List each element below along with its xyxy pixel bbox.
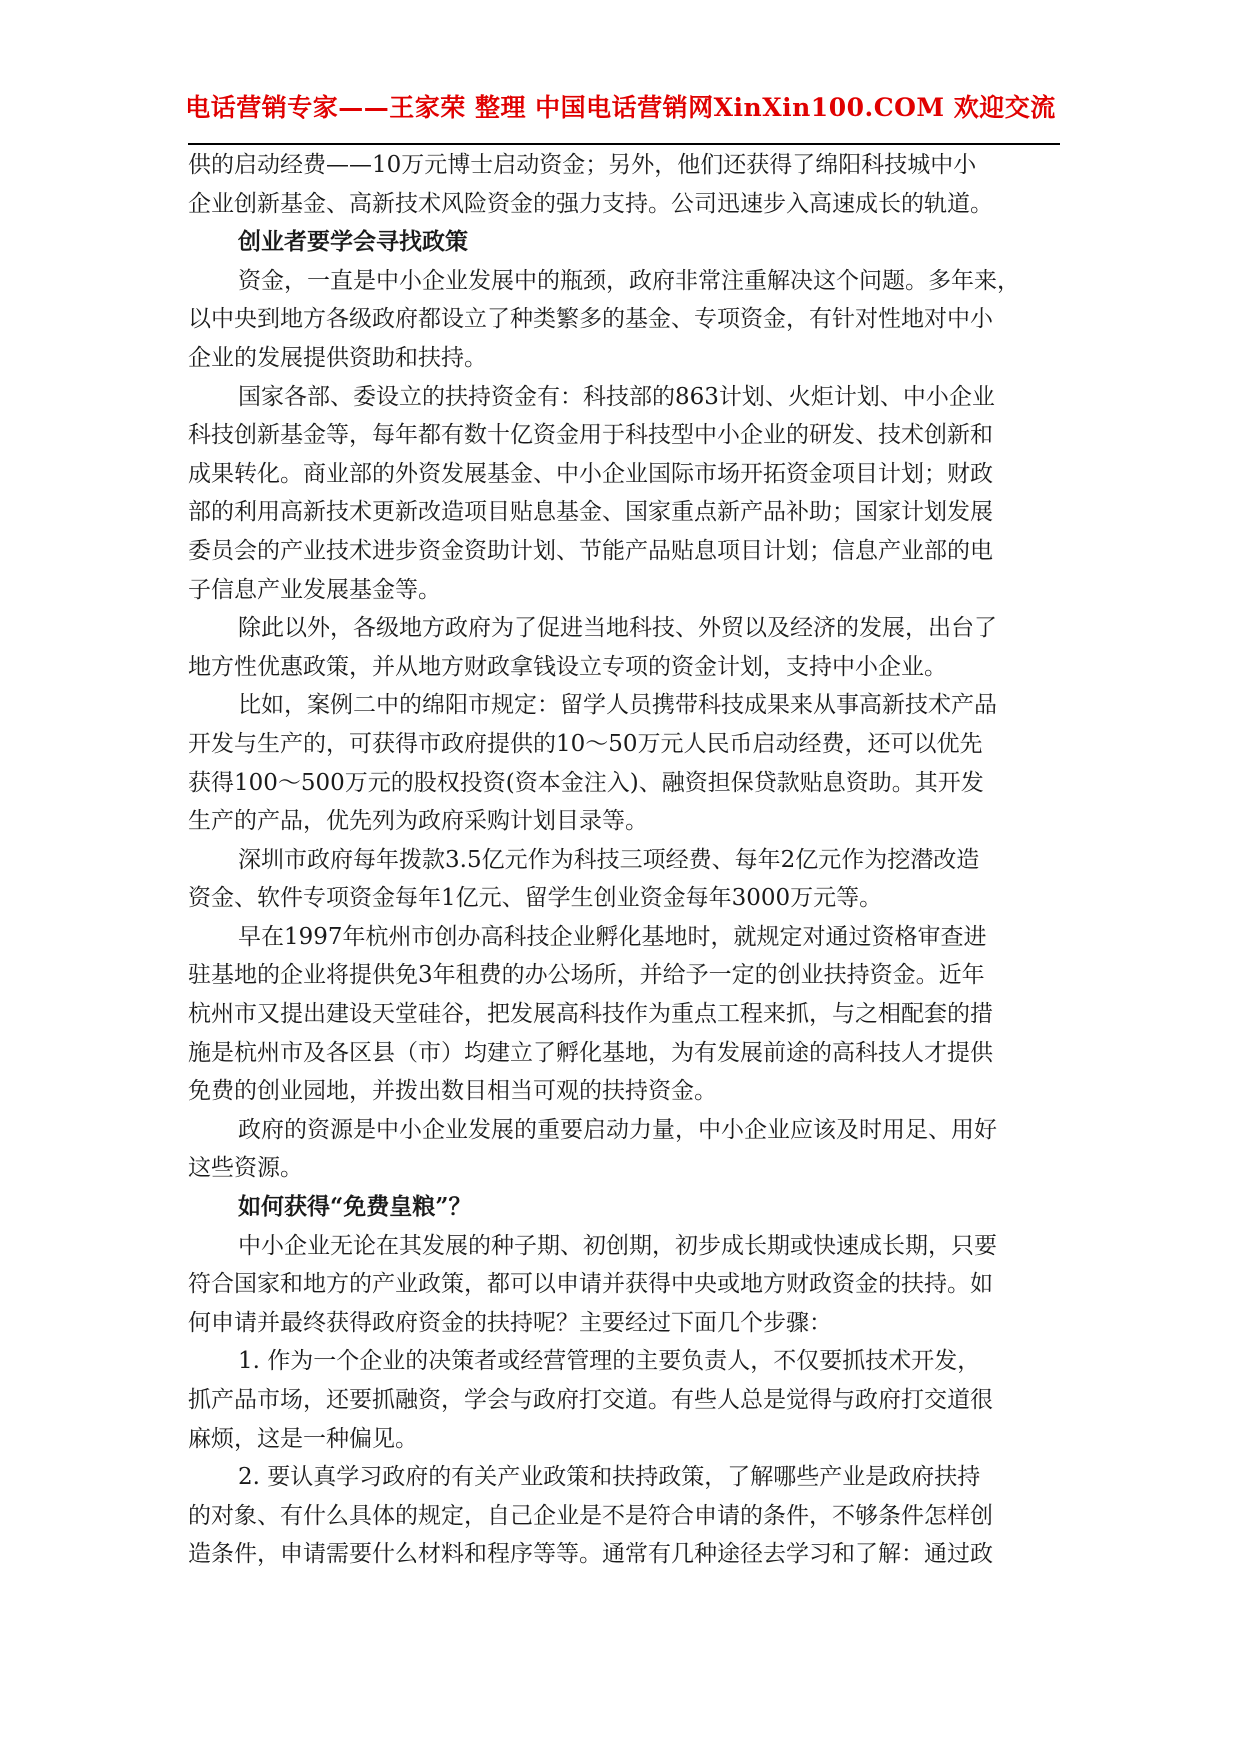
text-line: 这些资源。 xyxy=(188,1155,303,1182)
text-line: 资金、软件专项资金每年1亿元、留学生创业资金每年3000万元等。 xyxy=(188,885,883,912)
text-line: 科技创新基金等，每年都有数十亿资金用于科技型中小企业的研发、技术创新和 xyxy=(188,422,993,449)
text-line: 早在1997年杭州市创办高科技企业孵化基地时，就规定对通过资格审查进 xyxy=(238,923,987,950)
text-line: 符合国家和地方的产业政策，都可以申请并获得中央或地方财政资金的扶持。如 xyxy=(188,1271,993,1298)
text-line: 施是杭州市及各区县（市）均建立了孵化基地，为有发展前途的高科技人才提供 xyxy=(188,1039,993,1066)
text-line: 免费的创业园地，并拨出数目相当可观的扶持资金。 xyxy=(188,1078,717,1105)
page-header: 电话营销专家——王家荣 整理 中国电话营销网XinXin100.COM 欢迎交流 xyxy=(185,93,1056,122)
text-line: 麻烦，这是一种偏见。 xyxy=(188,1425,418,1452)
text-line: 2. 要认真学习政府的有关产业政策和扶持政策，了解哪些产业是政府扶持 xyxy=(238,1464,981,1491)
text-line: 比如，案例二中的绵阳市规定：留学人员携带科技成果来从事高新技术产品 xyxy=(238,692,997,719)
text-line: 地方性优惠政策，并从地方财政拿钱设立专项的资金计划，支持中小企业。 xyxy=(188,653,947,680)
section-heading: 创业者要学会寻找政策 xyxy=(238,228,468,256)
text-line: 政府的资源是中小企业发展的重要启动力量，中小企业应该及时用足、用好 xyxy=(238,1116,997,1143)
text-line: 生产的产品，优先列为政府采购计划目录等。 xyxy=(188,808,648,835)
text-line: 国家各部、委设立的扶持资金有：科技部的863计划、火炬计划、中小企业 xyxy=(238,383,995,410)
text-line: 供的启动经费——10万元博士启动资金；另外，他们还获得了绵阳科技城中小 xyxy=(188,152,977,178)
text-line: 深圳市政府每年拨款3.5亿元作为科技三项经费、每年2亿元作为挖潜改造 xyxy=(238,846,980,873)
document-body xyxy=(188,146,1060,1574)
text-line: 委员会的产业技术进步资金资助计划、节能产品贴息项目计划；信息产业部的电 xyxy=(188,537,993,564)
text-line: 的对象、有什么具体的规定，自己企业是不是符合申请的条件，不够条件怎样创 xyxy=(188,1502,993,1529)
section-heading: 如何获得“免费皇粮”？ xyxy=(238,1193,472,1221)
text-line: 部的利用高新技术更新改造项目贴息基金、国家重点新产品补助；国家计划发展 xyxy=(188,499,993,526)
header-rule xyxy=(188,143,1060,145)
text-line: 杭州市又提出建设天堂硅谷，把发展高科技作为重点工程来抓，与之相配套的措 xyxy=(188,1001,993,1028)
text-line: 驻基地的企业将提供免3年租费的办公场所，并给予一定的创业扶持资金。近年 xyxy=(188,962,985,989)
text-line: 以中央到地方各级政府都设立了种类繁多的基金、专项资金，有针对性地对中小 xyxy=(188,306,993,333)
text-line: 中小企业无论在其发展的种子期、初创期，初步成长期或快速成长期，只要 xyxy=(238,1232,997,1259)
text-line: 1. 作为一个企业的决策者或经营管理的主要负责人，不仅要抓技术开发， xyxy=(238,1348,981,1375)
text-line: 何申请并最终获得政府资金的扶持呢？主要经过下面几个步骤： xyxy=(188,1309,832,1336)
text-line: 抓产品市场，还要抓融资，学会与政府打交道。有些人总是觉得与政府打交道很 xyxy=(188,1387,993,1413)
text-line: 获得100～500万元的股权投资(资本金注入)、融资担保贷款贴息资助。其开发 xyxy=(188,769,984,796)
text-line: 企业的发展提供资助和扶持。 xyxy=(188,344,487,371)
text-line: 成果转化。商业部的外资发展基金、中小企业国际市场开拓资金项目计划；财政 xyxy=(188,460,993,487)
text-line: 开发与生产的，可获得市政府提供的10～50万元人民币启动经费，还可以优先 xyxy=(188,730,983,757)
text-line: 除此以外，各级地方政府为了促进当地科技、外贸以及经济的发展，出台了 xyxy=(238,615,997,642)
text-line: 资金，一直是中小企业发展中的瓶颈，政府非常注重解决这个问题。多年来， xyxy=(238,267,1020,294)
text-line: 子信息产业发展基金等。 xyxy=(188,576,441,603)
text-line: 造条件，申请需要什么材料和程序等等。通常有几种途径去学习和了解：通过政 xyxy=(188,1541,993,1568)
text-line: 企业创新基金、高新技术风险资金的强力支持。公司迅速步入高速成长的轨道。 xyxy=(188,190,993,217)
